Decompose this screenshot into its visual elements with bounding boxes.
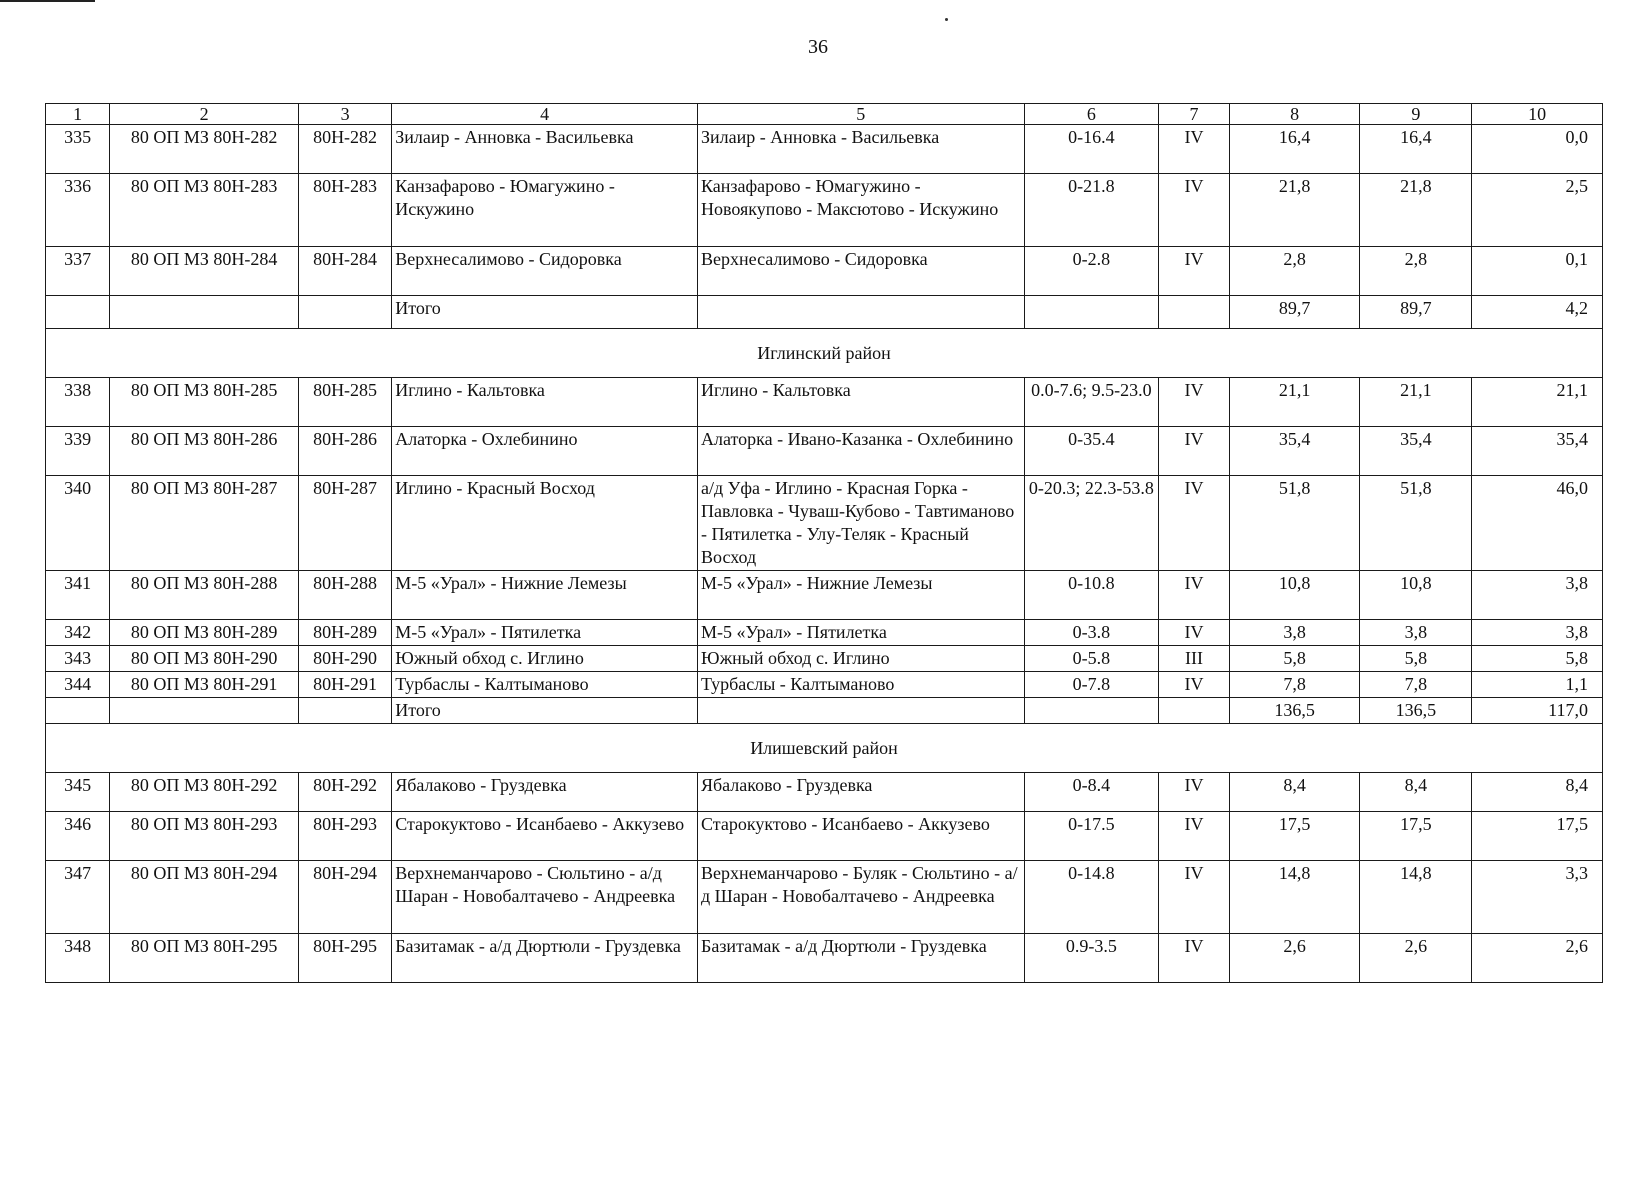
length-col9-cell: 2,6 — [1360, 934, 1472, 983]
table-row — [46, 476, 1603, 571]
road-short-code-cell: 80Н-285 — [298, 378, 391, 427]
length-total-cell: 16,4 — [1229, 125, 1360, 174]
column-header: 8 — [1229, 104, 1360, 125]
road-name-cell: Южный обход с. Иглино — [392, 646, 698, 672]
length-total-cell: 51,8 — [1229, 476, 1360, 571]
empty-cell — [298, 698, 391, 724]
length-col10-cell: 21,1 — [1472, 378, 1603, 427]
km-range-cell: 0.9-3.5 — [1024, 934, 1159, 983]
column-header: 6 — [1024, 104, 1159, 125]
km-range-cell: 0-35.4 — [1024, 427, 1159, 476]
road-short-code-cell: 80Н-282 — [298, 125, 391, 174]
district-title: Илишевский район — [46, 724, 1603, 773]
table-row — [46, 125, 1603, 174]
category-cell: IV — [1159, 378, 1229, 427]
length-col9-cell: 21,8 — [1360, 174, 1472, 247]
length-total-cell: 8,4 — [1229, 773, 1360, 812]
total-col8: 89,7 — [1229, 296, 1360, 329]
length-col10-cell: 46,0 — [1472, 476, 1603, 571]
road-id-cell: 80 ОП МЗ 80Н-292 — [110, 773, 299, 812]
length-total-cell: 14,8 — [1229, 861, 1360, 934]
table-row — [46, 812, 1603, 861]
km-range-cell: 0-20.3; 22.3-53.8 — [1024, 476, 1159, 571]
road-short-code-cell: 80Н-295 — [298, 934, 391, 983]
road-id-cell: 80 ОП МЗ 80Н-287 — [110, 476, 299, 571]
length-col10-cell: 5,8 — [1472, 646, 1603, 672]
row-number-cell: 347 — [46, 861, 110, 934]
road-route-cell: М-5 «Урал» - Нижние Лемезы — [698, 571, 1025, 620]
empty-cell — [698, 296, 1025, 329]
table-row — [46, 934, 1603, 983]
table-row — [46, 861, 1603, 934]
km-range-cell: 0-16.4 — [1024, 125, 1159, 174]
row-number-cell: 348 — [46, 934, 110, 983]
road-id-cell: 80 ОП МЗ 80Н-295 — [110, 934, 299, 983]
roads-table — [45, 103, 1603, 983]
total-col8: 136,5 — [1229, 698, 1360, 724]
empty-cell — [1024, 296, 1159, 329]
road-route-cell: Алаторка - Ивано-Казанка - Охлебинино — [698, 427, 1025, 476]
road-route-cell: Турбаслы - Калтыманово — [698, 672, 1025, 698]
category-cell: IV — [1159, 773, 1229, 812]
total-label: Итого — [392, 698, 698, 724]
length-col10-cell: 35,4 — [1472, 427, 1603, 476]
road-route-cell: а/д Уфа - Иглино - Красная Горка - Павловка - Чуваш-Кубово - Тавтиманово - Пятилетка - Улу-Теляк - Красный Восход — [698, 476, 1025, 571]
total-row — [46, 698, 1603, 724]
empty-cell — [1159, 698, 1229, 724]
road-name-cell: Базитамак - а/д Дюртюли - Груздевка — [392, 934, 698, 983]
km-range-cell: 0-7.8 — [1024, 672, 1159, 698]
category-cell: IV — [1159, 861, 1229, 934]
column-header: 10 — [1472, 104, 1603, 125]
empty-cell — [298, 296, 391, 329]
column-header: 2 — [110, 104, 299, 125]
road-short-code-cell: 80Н-286 — [298, 427, 391, 476]
road-id-cell: 80 ОП МЗ 80Н-285 — [110, 378, 299, 427]
category-cell: III — [1159, 646, 1229, 672]
length-total-cell: 7,8 — [1229, 672, 1360, 698]
road-name-cell: Турбаслы - Калтыманово — [392, 672, 698, 698]
empty-cell — [110, 296, 299, 329]
column-header: 3 — [298, 104, 391, 125]
length-total-cell: 21,1 — [1229, 378, 1360, 427]
total-col9: 136,5 — [1360, 698, 1472, 724]
total-col10: 117,0 — [1472, 698, 1603, 724]
km-range-cell: 0-2.8 — [1024, 247, 1159, 296]
road-name-cell: Ябалаково - Груздевка — [392, 773, 698, 812]
road-name-cell: Иглино - Красный Восход — [392, 476, 698, 571]
table-row — [46, 646, 1603, 672]
length-col10-cell: 0,1 — [1472, 247, 1603, 296]
table-row — [46, 672, 1603, 698]
column-number-row — [46, 104, 1603, 125]
category-cell: IV — [1159, 620, 1229, 646]
length-total-cell: 2,8 — [1229, 247, 1360, 296]
category-cell: IV — [1159, 427, 1229, 476]
km-range-cell: 0-21.8 — [1024, 174, 1159, 247]
table-row — [46, 247, 1603, 296]
road-route-cell: Ябалаково - Груздевка — [698, 773, 1025, 812]
length-col9-cell: 3,8 — [1360, 620, 1472, 646]
road-short-code-cell: 80Н-287 — [298, 476, 391, 571]
length-col10-cell: 3,3 — [1472, 861, 1603, 934]
road-route-cell: Верхнесалимово - Сидоровка — [698, 247, 1025, 296]
length-col9-cell: 21,1 — [1360, 378, 1472, 427]
table-body — [46, 104, 1603, 983]
road-id-cell: 80 ОП МЗ 80Н-294 — [110, 861, 299, 934]
length-col9-cell: 14,8 — [1360, 861, 1472, 934]
road-route-cell: Базитамак - а/д Дюртюли - Груздевка — [698, 934, 1025, 983]
road-id-cell: 80 ОП МЗ 80Н-290 — [110, 646, 299, 672]
km-range-cell: 0-14.8 — [1024, 861, 1159, 934]
category-cell: IV — [1159, 125, 1229, 174]
km-range-cell: 0-10.8 — [1024, 571, 1159, 620]
empty-cell — [46, 698, 110, 724]
road-route-cell: М-5 «Урал» - Пятилетка — [698, 620, 1025, 646]
category-cell: IV — [1159, 672, 1229, 698]
road-short-code-cell: 80Н-290 — [298, 646, 391, 672]
km-range-cell: 0-8.4 — [1024, 773, 1159, 812]
road-route-cell: Южный обход с. Иглино — [698, 646, 1025, 672]
row-number-cell: 337 — [46, 247, 110, 296]
length-col10-cell: 17,5 — [1472, 812, 1603, 861]
road-name-cell: Зилаир - Анновка - Васильевка — [392, 125, 698, 174]
length-col9-cell: 2,8 — [1360, 247, 1472, 296]
empty-cell — [110, 698, 299, 724]
road-name-cell: Иглино - Кальтовка — [392, 378, 698, 427]
road-short-code-cell: 80Н-292 — [298, 773, 391, 812]
category-cell: IV — [1159, 247, 1229, 296]
row-number-cell: 339 — [46, 427, 110, 476]
length-col10-cell: 1,1 — [1472, 672, 1603, 698]
length-col9-cell: 10,8 — [1360, 571, 1472, 620]
road-id-cell: 80 ОП МЗ 80Н-291 — [110, 672, 299, 698]
road-name-cell: Старокуктово - Исанбаево - Аккузево — [392, 812, 698, 861]
road-name-cell: М-5 «Урал» - Пятилетка — [392, 620, 698, 646]
road-short-code-cell: 80Н-291 — [298, 672, 391, 698]
category-cell: IV — [1159, 934, 1229, 983]
total-col10: 4,2 — [1472, 296, 1603, 329]
table-row — [46, 174, 1603, 247]
district-title: Иглинский район — [46, 329, 1603, 378]
table-row — [46, 773, 1603, 812]
length-col10-cell: 0,0 — [1472, 125, 1603, 174]
length-col9-cell: 17,5 — [1360, 812, 1472, 861]
empty-cell — [698, 698, 1025, 724]
road-name-cell: М-5 «Урал» - Нижние Лемезы — [392, 571, 698, 620]
category-cell: IV — [1159, 812, 1229, 861]
total-row — [46, 296, 1603, 329]
column-header: 4 — [392, 104, 698, 125]
page-number: 36 — [808, 36, 828, 58]
table-row — [46, 378, 1603, 427]
district-header-row — [46, 724, 1603, 773]
road-name-cell: Верхнесалимово - Сидоровка — [392, 247, 698, 296]
length-col10-cell: 2,6 — [1472, 934, 1603, 983]
row-number-cell: 336 — [46, 174, 110, 247]
length-total-cell: 17,5 — [1229, 812, 1360, 861]
table-row — [46, 427, 1603, 476]
road-id-cell: 80 ОП МЗ 80Н-283 — [110, 174, 299, 247]
road-name-cell: Алаторка - Охлебинино — [392, 427, 698, 476]
road-route-cell: Иглино - Кальтовка — [698, 378, 1025, 427]
scan-speck — [945, 18, 948, 21]
road-short-code-cell: 80Н-283 — [298, 174, 391, 247]
road-route-cell: Верхнеманчарово - Буляк - Сюльтино - а/д Шаран - Новобалтачево - Андреевка — [698, 861, 1025, 934]
length-col9-cell: 51,8 — [1360, 476, 1472, 571]
column-header: 7 — [1159, 104, 1229, 125]
length-total-cell: 35,4 — [1229, 427, 1360, 476]
top-edge-rule — [0, 0, 95, 2]
length-col10-cell: 2,5 — [1472, 174, 1603, 247]
km-range-cell: 0-5.8 — [1024, 646, 1159, 672]
row-number-cell: 345 — [46, 773, 110, 812]
road-route-cell: Канзафарово - Юмагужино - Новоякупово - Максютово - Искужино — [698, 174, 1025, 247]
road-id-cell: 80 ОП МЗ 80Н-286 — [110, 427, 299, 476]
length-col9-cell: 5,8 — [1360, 646, 1472, 672]
table-row — [46, 571, 1603, 620]
category-cell: IV — [1159, 174, 1229, 247]
column-header: 5 — [698, 104, 1025, 125]
row-number-cell: 346 — [46, 812, 110, 861]
empty-cell — [1024, 698, 1159, 724]
length-total-cell: 10,8 — [1229, 571, 1360, 620]
length-col9-cell: 16,4 — [1360, 125, 1472, 174]
length-col9-cell: 7,8 — [1360, 672, 1472, 698]
total-label: Итого — [392, 296, 698, 329]
road-name-cell: Канзафарово - Юмагужино - Искужино — [392, 174, 698, 247]
total-col9: 89,7 — [1360, 296, 1472, 329]
km-range-cell: 0.0-7.6; 9.5-23.0 — [1024, 378, 1159, 427]
length-total-cell: 5,8 — [1229, 646, 1360, 672]
road-route-cell: Старокуктово - Исанбаево - Аккузево — [698, 812, 1025, 861]
road-id-cell: 80 ОП МЗ 80Н-282 — [110, 125, 299, 174]
row-number-cell: 340 — [46, 476, 110, 571]
category-cell: IV — [1159, 476, 1229, 571]
table-row — [46, 620, 1603, 646]
empty-cell — [1159, 296, 1229, 329]
road-id-cell: 80 ОП МЗ 80Н-284 — [110, 247, 299, 296]
row-number-cell: 341 — [46, 571, 110, 620]
length-col10-cell: 3,8 — [1472, 571, 1603, 620]
road-id-cell: 80 ОП МЗ 80Н-293 — [110, 812, 299, 861]
road-short-code-cell: 80Н-284 — [298, 247, 391, 296]
length-total-cell: 21,8 — [1229, 174, 1360, 247]
length-total-cell: 3,8 — [1229, 620, 1360, 646]
column-header: 1 — [46, 104, 110, 125]
category-cell: IV — [1159, 571, 1229, 620]
km-range-cell: 0-17.5 — [1024, 812, 1159, 861]
length-col9-cell: 35,4 — [1360, 427, 1472, 476]
district-header-row — [46, 329, 1603, 378]
length-col9-cell: 8,4 — [1360, 773, 1472, 812]
length-col10-cell: 3,8 — [1472, 620, 1603, 646]
km-range-cell: 0-3.8 — [1024, 620, 1159, 646]
length-col10-cell: 8,4 — [1472, 773, 1603, 812]
row-number-cell: 335 — [46, 125, 110, 174]
row-number-cell: 343 — [46, 646, 110, 672]
road-name-cell: Верхнеманчарово - Сюльтино - а/д Шаран - Новобалтачево - Андреевка — [392, 861, 698, 934]
row-number-cell: 344 — [46, 672, 110, 698]
road-id-cell: 80 ОП МЗ 80Н-288 — [110, 571, 299, 620]
empty-cell — [46, 296, 110, 329]
road-short-code-cell: 80Н-294 — [298, 861, 391, 934]
column-header: 9 — [1360, 104, 1472, 125]
row-number-cell: 342 — [46, 620, 110, 646]
road-route-cell: Зилаир - Анновка - Васильевка — [698, 125, 1025, 174]
road-id-cell: 80 ОП МЗ 80Н-289 — [110, 620, 299, 646]
road-short-code-cell: 80Н-288 — [298, 571, 391, 620]
row-number-cell: 338 — [46, 378, 110, 427]
road-short-code-cell: 80Н-289 — [298, 620, 391, 646]
length-total-cell: 2,6 — [1229, 934, 1360, 983]
road-short-code-cell: 80Н-293 — [298, 812, 391, 861]
